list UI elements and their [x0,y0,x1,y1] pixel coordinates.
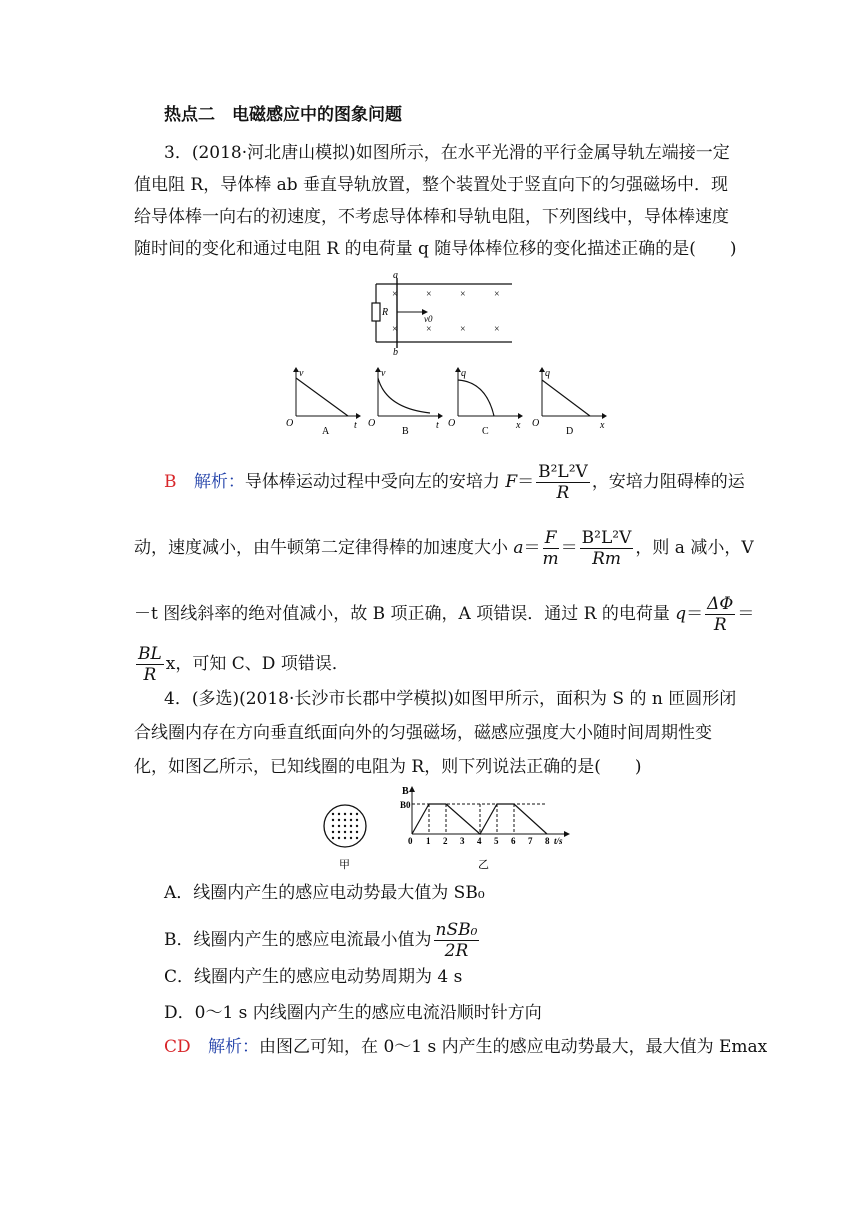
label-jia: 甲 [339,859,350,871]
svg-text:O: O [448,418,456,429]
svg-text:8: 8 [545,836,550,846]
q3-analysis-line-1: B 解析：导体棒运动过程中受向左的安培力 F＝ $\frac{\text{B²L²V}}{R}$ ，安培力阻碍棒的运 [164,462,745,503]
svg-text:q: q [545,368,550,379]
svg-text:×: × [392,289,398,300]
svg-text:7: 7 [528,836,533,846]
svg-text:4: 4 [477,836,482,846]
field-dot [350,819,352,821]
field-dot [338,813,340,815]
label-R: R [382,307,389,318]
field-dot [338,819,340,821]
svg-text:t: t [436,420,439,431]
q3-line-1: 3．(2018·河北唐山模拟)如图所示，在水平光滑的平行金属导轨左端接一定 [164,143,730,163]
q4-analysis-label: 解析： [208,1037,260,1057]
q4-figure-yi [394,786,580,876]
q3-answer: B [164,472,177,492]
svg-text:t/s: t/s [554,836,563,846]
svg-text:5: 5 [494,836,499,846]
svg-text:×: × [494,289,500,300]
label-yi: 乙 [478,859,489,871]
field-dot [332,837,334,839]
field-dot [344,819,346,821]
svg-text:×: × [426,289,432,300]
svg-text:q: q [461,368,466,379]
svg-text:×: × [494,324,500,335]
field-dot [344,837,346,839]
graph-d-option: D [566,426,574,437]
field-dot [356,819,358,821]
field-dot [338,837,340,839]
svg-text:2: 2 [443,836,448,846]
field-dot [338,825,340,827]
field-dot [338,831,340,833]
fraction: $\frac{\Delta\Phi}{R}$ [707,594,734,635]
field-dot [344,813,346,815]
q4-answer: CD [164,1037,191,1057]
svg-text:t: t [354,420,357,431]
svg-text:v: v [299,368,304,379]
q4-line-3: 化，如图乙所示，已知线圈的电阻为 R，则下列说法正确的是( ) [134,757,642,777]
svg-text:O: O [286,418,294,429]
q3-circuit-figure [360,270,520,356]
svg-text:3: 3 [460,836,465,846]
svg-text:×: × [460,324,466,335]
field-dot [344,831,346,833]
field-dot [356,825,358,827]
q3-line-2: 值电阻 R，导体棒 ab 垂直导轨放置，整个装置处于竖直向下的匀强磁场中．现 [134,175,729,195]
fraction: $\frac{\text{B²L²V}}{R}$ [538,462,588,503]
svg-text:×: × [392,324,398,335]
field-dot [344,825,346,827]
svg-text:×: × [426,324,432,335]
q4-option-c: C．线圈内产生的感应电动势周期为 4 s [164,967,463,987]
q4-line-2: 合线圈内存在方向垂直纸面向外的匀强磁场，磁感应强度大小随时间周期性变 [134,723,712,743]
q3-analysis-line-3: －t 图线斜率的绝对值减小，故 B 项正确，A 项错误．通过 R 的电荷量 q＝ $\frac{\Delta\Phi}{R}$ ＝ [134,594,755,635]
q4-option-d: D．0～1 s 内线圈内产生的感应电流沿顺时针方向 [164,1003,542,1023]
field-dot [332,825,334,827]
graph-a-option: A [322,426,330,437]
q4-option-a: A．线圈内产生的感应电动势最大值为 SB₀ [164,883,485,903]
q4-line-1: 4．(多选)(2018·长沙市长郡中学模拟)如图甲所示，面积为 S 的 n 匝圆形闭 [164,689,737,709]
svg-text:x: x [516,420,521,431]
svg-text:0: 0 [408,836,413,846]
q4-analysis-line: CD 解析：由图乙可知，在 0～1 s 内产生的感应电动势最大，最大值为 Emax [164,1037,768,1057]
q3-graph-b [366,366,446,438]
field-dot [332,819,334,821]
graph-b-option: B [402,426,409,437]
svg-text:v: v [381,368,386,379]
q3-graph-a [282,366,362,438]
q3-graph-d [530,366,610,438]
svg-text:6: 6 [511,836,516,846]
q3-graph-c [446,366,526,438]
q3-line-3: 给导体棒一向右的初速度，不考虑导体棒和导轨电阻，下列图线中，导体棒速度 [134,207,729,227]
field-dot [332,813,334,815]
svg-text:O: O [532,418,540,429]
svg-text:x: x [600,420,605,431]
fraction: $\frac{\text{nSB₀}}{2R}$ [435,920,478,961]
label-v0: v0 [424,314,433,324]
fraction: $\frac{BL}{R}$ [138,644,162,685]
fraction: $\frac{F}{m}$ [542,528,559,569]
field-dot [350,813,352,815]
q4-figure-jia [320,800,370,872]
svg-text:1: 1 [426,836,431,846]
field-dot [356,837,358,839]
svg-text:B0: B0 [400,800,411,810]
field-dot [350,825,352,827]
field-dot [350,831,352,833]
field-dot [356,813,358,815]
field-dot [332,831,334,833]
q3-analysis-line-2: 动，速度减小，由牛顿第二定律得棒的加速度大小 a＝ $\frac{F}{m}$ ＝ $\frac{\text{B²L²V}}{Rm}$ ，则 a 减小，V [134,528,754,569]
section-heading: 热点二 电磁感应中的图象问题 [164,105,402,125]
svg-text:B: B [402,786,409,797]
q3-line-4: 随时间的变化和通过电阻 R 的电荷量 q 随导体棒位移的变化描述正确的是( ) [134,239,737,259]
label-a: a [393,270,398,281]
q3-analysis-label: 解析： [193,472,245,492]
label-b: b [393,347,398,356]
svg-text:×: × [460,289,466,300]
q3-analysis-line-4: $\frac{BL}{R}$ x，可知 C、D 项错误． [138,644,349,685]
fraction: $\frac{\text{B²L²V}}{Rm}$ [581,528,632,569]
field-dot [350,837,352,839]
field-dot [356,831,358,833]
svg-text:O: O [368,418,376,429]
graph-c-option: C [482,426,489,437]
q4-option-b: B．线圈内产生的感应电流最小值为 $\frac{\text{nSB₀}}{2R}$ [164,920,478,961]
